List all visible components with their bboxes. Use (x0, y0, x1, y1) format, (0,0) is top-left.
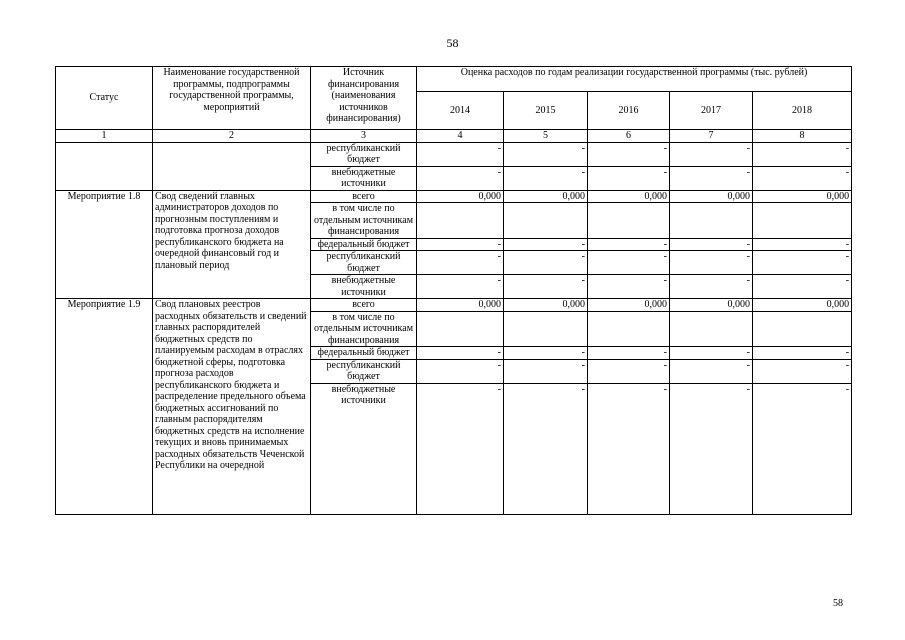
value-cell: 0,000 (504, 190, 588, 203)
value-cell (417, 203, 504, 239)
status-measure-1-9: Мероприятие 1.9 (56, 299, 153, 515)
value-cell (417, 311, 504, 347)
value-cell: 0,000 (670, 299, 753, 312)
source-total: всего (311, 299, 417, 312)
source-total: всего (311, 190, 417, 203)
value-cell (670, 203, 753, 239)
value-cell: - (670, 275, 753, 299)
value-cell: - (417, 383, 504, 514)
col-num-6: 6 (588, 130, 670, 143)
value-cell: - (753, 238, 852, 251)
value-cell: - (670, 251, 753, 275)
value-cell: - (588, 383, 670, 514)
name-measure-1-8: Свод сведений главных администраторов доходов по прогнозным поступлениям и подготовка прогноза доходов республиканского бюджета на очередной финансовый год и плановый период (153, 190, 311, 299)
value-cell: - (417, 359, 504, 383)
value-cell: - (753, 347, 852, 360)
value-cell: - (753, 142, 852, 166)
source-federal: федеральный бюджет (311, 347, 417, 360)
value-cell: - (588, 166, 670, 190)
value-cell: - (753, 251, 852, 275)
name-cell-continued (153, 142, 311, 190)
value-cell: - (504, 383, 588, 514)
source-extrabudget: внебюджетные источники (311, 166, 417, 190)
value-cell: - (588, 359, 670, 383)
year-2017: 2017 (670, 92, 753, 130)
table-row (56, 190, 852, 203)
value-cell: - (670, 359, 753, 383)
value-cell: 0,000 (588, 299, 670, 312)
year-2016: 2016 (588, 92, 670, 130)
value-cell: - (504, 166, 588, 190)
value-cell: 0,000 (753, 190, 852, 203)
value-cell: - (504, 251, 588, 275)
header-status: Статус (56, 67, 153, 130)
source-republican: республиканский бюджет (311, 251, 417, 275)
value-cell: - (504, 359, 588, 383)
value-cell (504, 311, 588, 347)
value-cell: - (753, 275, 852, 299)
value-cell: - (588, 251, 670, 275)
header-row (56, 67, 852, 92)
value-cell: - (588, 238, 670, 251)
col-num-3: 3 (311, 130, 417, 143)
value-cell: - (588, 275, 670, 299)
column-numbers-row (56, 130, 852, 143)
table-row (56, 299, 852, 312)
value-cell (670, 311, 753, 347)
value-cell: - (417, 142, 504, 166)
value-cell: - (417, 347, 504, 360)
value-cell: 0,000 (588, 190, 670, 203)
name-measure-1-9: Свод плановых реестров расходных обязательств и сведений главных распорядителей бюджетных средств по планируемым расходам в отраслях бюджетной сферы, подготовка прогноза расходов республиканского бюджета и распределение предельного объема бюджетных ассигнований по главным распорядителям бюджетных средств на исполнение текущих и вновь принимаемых расходных обязательств Чеченской Республики на очередной (153, 299, 311, 515)
status-measure-1-8: Мероприятие 1.8 (56, 190, 153, 299)
header-source: Источник финансирования (наименования источников финансирования) (311, 67, 417, 130)
source-federal: федеральный бюджет (311, 238, 417, 251)
value-cell: 0,000 (504, 299, 588, 312)
value-cell: 0,000 (417, 190, 504, 203)
header-estimate: Оценка расходов по годам реализации государственной программы (тыс. рублей) (417, 67, 852, 92)
value-cell: - (588, 347, 670, 360)
value-cell: - (504, 142, 588, 166)
table-row (56, 142, 852, 166)
source-republican: республиканский бюджет (311, 142, 417, 166)
value-cell: 0,000 (417, 299, 504, 312)
status-cell-continued (56, 142, 153, 190)
value-cell (504, 203, 588, 239)
value-cell: - (417, 238, 504, 251)
value-cell: 0,000 (753, 299, 852, 312)
header-name: Наименование государственной программы, подпрограммы государственной программы, мероприятий (153, 67, 311, 130)
value-cell: - (417, 166, 504, 190)
value-cell: - (504, 347, 588, 360)
source-including: в том числе по отдельным источникам финансирования (311, 203, 417, 239)
value-cell: - (670, 383, 753, 514)
value-cell: - (670, 142, 753, 166)
source-extrabudget: внебюджетные источники (311, 383, 417, 514)
value-cell: 0,000 (670, 190, 753, 203)
value-cell: - (670, 347, 753, 360)
value-cell: - (588, 142, 670, 166)
year-2015: 2015 (504, 92, 588, 130)
budget-table (55, 66, 852, 515)
page-number-bottom: 58 (833, 598, 843, 609)
value-cell (753, 311, 852, 347)
value-cell: - (417, 275, 504, 299)
col-num-2: 2 (153, 130, 311, 143)
source-including: в том числе по отдельным источникам финансирования (311, 311, 417, 347)
col-num-7: 7 (670, 130, 753, 143)
value-cell: - (417, 251, 504, 275)
col-num-5: 5 (504, 130, 588, 143)
col-num-8: 8 (753, 130, 852, 143)
value-cell: - (504, 275, 588, 299)
value-cell (753, 203, 852, 239)
value-cell: - (753, 166, 852, 190)
page-number-top: 58 (446, 36, 459, 50)
year-2014: 2014 (417, 92, 504, 130)
value-cell: - (753, 359, 852, 383)
source-extrabudget: внебюджетные источники (311, 275, 417, 299)
col-num-1: 1 (56, 130, 153, 143)
source-republican: республиканский бюджет (311, 359, 417, 383)
year-2018: 2018 (753, 92, 852, 130)
value-cell: - (504, 238, 588, 251)
col-num-4: 4 (417, 130, 504, 143)
value-cell: - (753, 383, 852, 514)
value-cell: - (670, 166, 753, 190)
value-cell (588, 311, 670, 347)
value-cell: - (670, 238, 753, 251)
value-cell (588, 203, 670, 239)
